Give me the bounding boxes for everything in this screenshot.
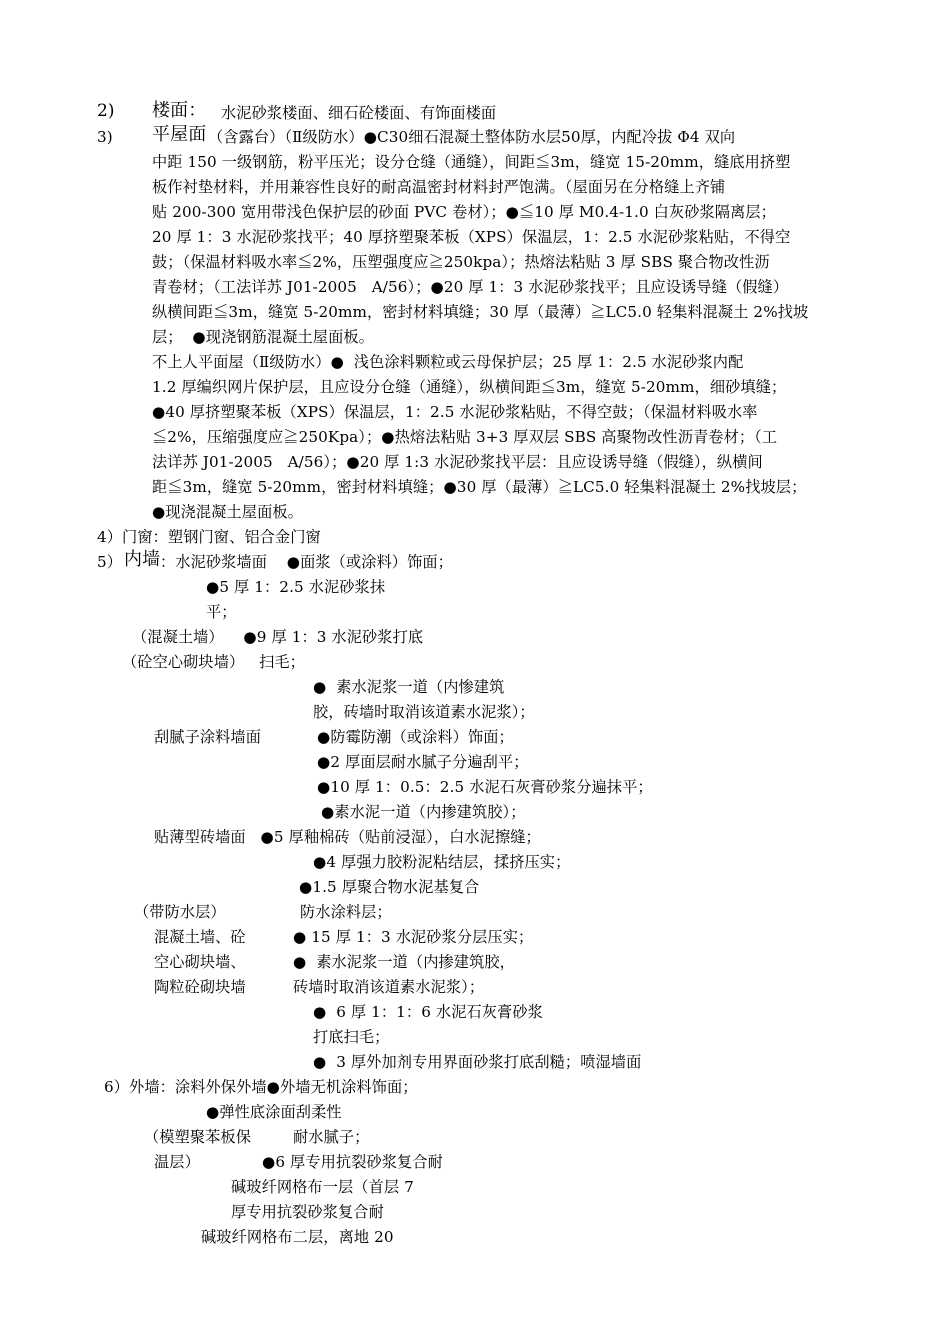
item-6-line-5: 碱玻纤网格布一层（首层 7: [231, 1178, 414, 1196]
waterproof-layer-line-6: 打底扫毛；: [313, 1028, 390, 1046]
item-5-line-3: 平；: [206, 603, 237, 621]
waterproof-layer-line-5: ● 6 厚 1：1：6 水泥石灰膏砂浆: [313, 1003, 543, 1021]
item-3b-line-3: ●40 厚挤塑聚苯板（XPS）保温层，1：2.5 水泥砂浆粘贴，不得空鼓；（保温材料吸水率: [152, 403, 758, 421]
item-6-line-4: ●6 厚专用抗裂砂浆复合耐: [262, 1153, 443, 1171]
item-5-number: 5）: [97, 553, 123, 571]
item-3-heading: 平屋面: [152, 124, 207, 145]
item-2-number: 2): [97, 101, 115, 121]
item-3-line-9: 层； ●现浇钢筋混凝土屋面板。: [152, 328, 374, 346]
waterproof-layer-line-3: ● 素水泥浆一道（内掺建筑胶，: [293, 953, 515, 971]
item-6-label-2: 温层）: [154, 1153, 200, 1171]
item-5-line-6: ● 素水泥浆一道（内惨建筑: [313, 678, 505, 696]
item-5-line-4: （混凝土墙） ●9 厚 1：3 水泥砂浆打底: [132, 628, 424, 646]
item-3b-line-6: 距≦3m，缝宽 5-20mm，密封材料填缝；●30 厚（最薄）≧LC5.0 轻集料混凝土 2%找坡层；: [152, 478, 807, 496]
item-5-line-2: ●5 厚 1：2.5 水泥砂浆抹: [206, 578, 386, 596]
waterproof-layer-label: （带防水层）: [134, 903, 226, 921]
item-3-line-2: 中距 150 一级钢筋，粉平压光；设分仓缝（通缝），间距≦3m，缝宽 15-20mm，缝底用挤塑: [152, 153, 791, 171]
putty-wall-line-4: ●素水泥一道（内掺建筑胶）；: [321, 803, 526, 821]
item-3-line-3: 板作衬垫材料，并用兼容性良好的耐高温密封材料封严饱满。（屋面另在分格缝上齐铺: [152, 178, 726, 196]
item-2-heading: 楼面：: [152, 100, 207, 121]
tile-wall-line-2: ●4 厚强力胶粉泥粘结层，揉挤压实；: [313, 853, 571, 871]
waterproof-layer-line-2: ● 15 厚 1：3 水泥砂浆分层压实；: [293, 928, 534, 946]
item-3-line-4: 贴 200-300 宽用带浅色保护层的砂面 PVC 卷材）；●≦10 厚 M0.4-1.0 白灰砂浆隔离层；: [152, 203, 776, 221]
item-6-line-3: 耐水腻子；: [293, 1128, 370, 1146]
waterproof-layer-line-1: 防水涂料层；: [300, 903, 392, 921]
waterproof-layer-line-4: 砖墙时取消该道素水泥浆）；: [293, 978, 485, 996]
item-3-line-7: 青卷材；（工法详苏 J01-2005 A/56）；●20 厚 1：3 水泥砂浆找平；且应设诱导缝（假缝）: [152, 278, 789, 296]
wall-type-label-3: 陶粒砼砌块墙: [154, 978, 246, 996]
item-3b-line-2: 1.2 厚编织网片保护层，且应设分仓缝（通缝），纵横间距≦3m，缝宽 5-20mm，细砂填缝；: [152, 378, 787, 396]
putty-wall-line-2: ●2 厚面层耐水腻子分遍刮平；: [317, 753, 529, 771]
item-6-line-1: 6）外墙：涂料外保外墙●外墙无机涂料饰面；: [104, 1078, 418, 1096]
wall-type-label-2: 空心砌块墙、: [154, 953, 246, 971]
item-5-heading: 内墙: [124, 549, 161, 570]
item-3b-line-5: 法详苏 J01-2005 A/56）；●20 厚 1:3 水泥砂浆找平层：且应设诱导缝（假缝），纵横间: [152, 453, 763, 471]
item-3-line-6: 鼓；（保温材料吸水率≦2%，压塑强度应≧250kpa）；热熔法粘贴 3 厚 SBS 聚合物改性沥: [152, 253, 770, 271]
item-3-number: 3): [97, 128, 113, 146]
item-5-line-7: 胶，砖墙时取消该道素水泥浆）；: [313, 703, 535, 721]
item-3b-line-1: 不上人平面屋（Ⅱ级防水）● 浅色涂料颗粒或云母保护层；25 厚 1：2.5 水泥砂浆内配: [152, 353, 744, 371]
putty-wall-line-3: ●10 厚 1：0.5：2.5 水泥石灰膏砂浆分遍抹平；: [317, 778, 653, 796]
putty-wall-label: 刮腻子涂料墙面: [154, 728, 262, 746]
item-6-label-1: （模塑聚苯板保: [144, 1128, 252, 1146]
item-2-text: 水泥砂浆楼面、细石砼楼面、有饰面楼面: [221, 104, 497, 122]
item-3b-line-4: ≦2%，压缩强度应≧250Kpa）；●热熔法粘贴 3+3 厚双层 SBS 高聚物改性沥青卷材；（工: [152, 428, 778, 446]
item-6-line-6: 厚专用抗裂砂浆复合耐: [231, 1203, 384, 1221]
item-6-line-7: 碱玻纤网格布二层，离地 20: [201, 1228, 394, 1246]
item-3-line-5: 20 厚 1：3 水泥砂浆找平；40 厚挤塑聚苯板（XPS）保温层，1：2.5 水泥砂浆粘贴，不得空: [152, 228, 791, 246]
item-5-line-5: （砼空心砌块墙） 扫毛；: [122, 653, 305, 671]
wall-type-label-1: 混凝土墙、砼: [154, 928, 246, 946]
item-4-line: 4）门窗：塑钢门窗、铝合金门窗: [97, 528, 321, 546]
putty-wall-line-1: ●防霉防潮（或涂料）饰面；: [317, 728, 514, 746]
waterproof-layer-line-7: ● 3 厚外加剂专用界面砂浆打底刮糙；喷湿墙面: [313, 1053, 642, 1071]
tile-wall-line-3: ●1.5 厚聚合物水泥基复合: [299, 878, 480, 896]
item-3-line-8: 纵横间距≦3m，缝宽 5-20mm，密封材料填缝；30 厚（最薄）≧LC5.0 轻集料混凝土 2%找坡: [152, 303, 809, 321]
item-3-line-1: （含露台）（Ⅱ级防水）●C30细石混凝土整体防水层50厚，内配冷拔 Φ4 双向: [208, 128, 736, 146]
item-5-line-1: ：水泥砂浆墙面 ●面浆（或涂料）饰面；: [160, 553, 453, 571]
item-6-line-2: ●弹性底涂面刮柔性: [206, 1103, 342, 1121]
item-3b-line-7: ●现浇混凝土屋面板。: [152, 503, 303, 521]
tile-wall-line-1: 贴薄型砖墙面 ●5 厚釉棉砖（贴前浸湿），白水泥擦缝；: [154, 828, 541, 846]
